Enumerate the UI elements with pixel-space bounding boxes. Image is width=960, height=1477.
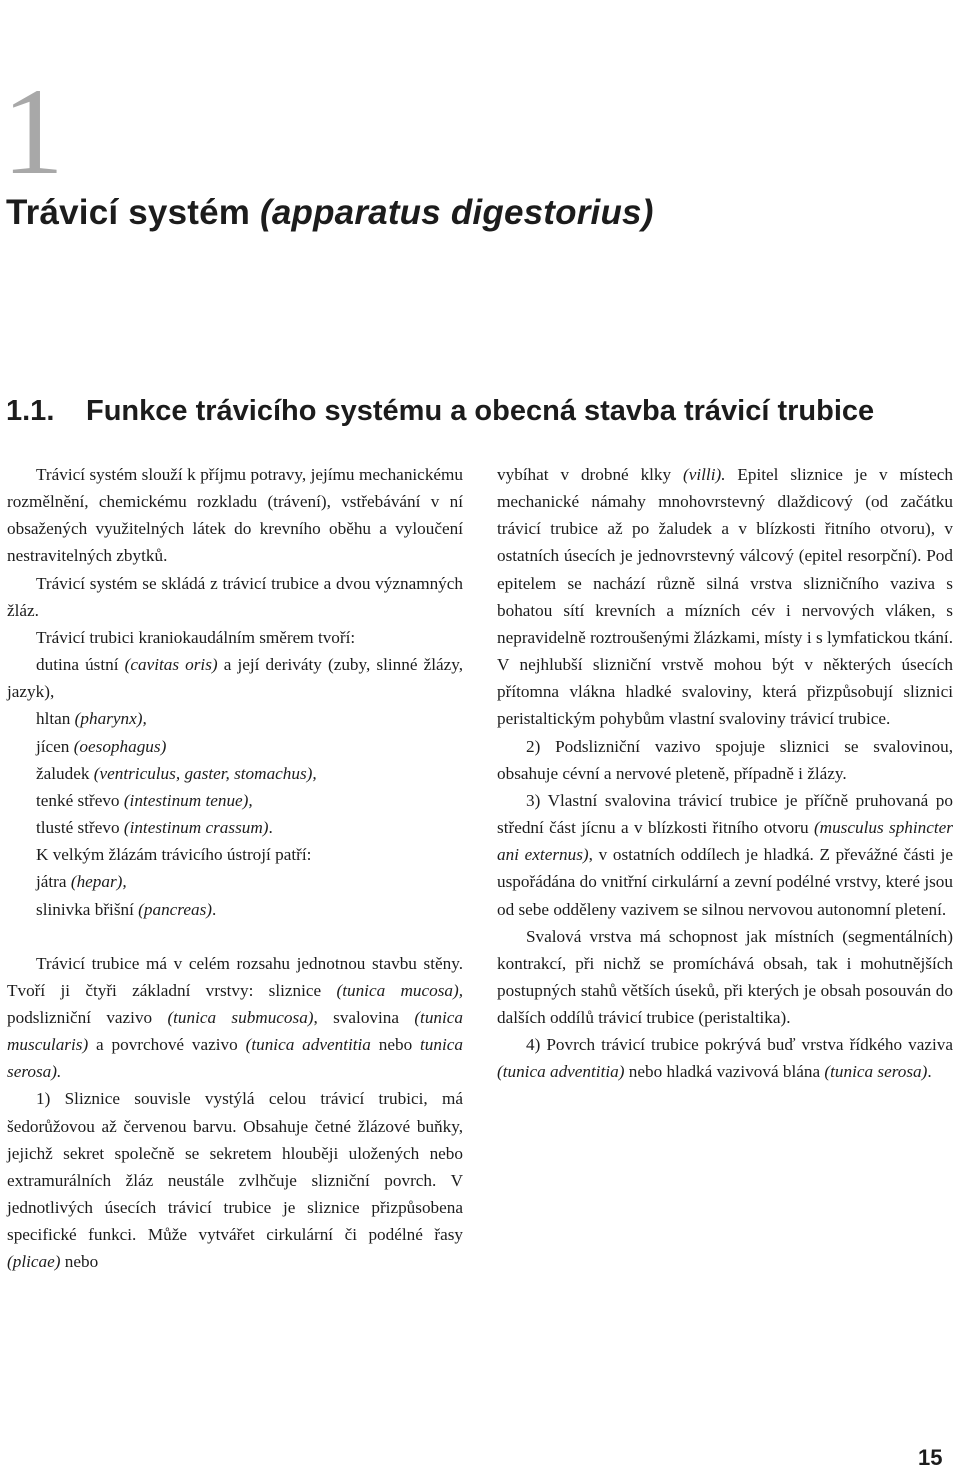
list-item: jícen (oesophagus) [36, 736, 167, 756]
paragraph-mucosa-continued: vybíhat v drobné klky (villi). Epitel sliznice je v místech mechanické námahy mnohovrstevný dlaždicový (od začátku trávicí trubice až po žaludek a v blízkosti řitního otvoru), v ostatních úsecích je jednovrstevný válcový (epitel resorpční). Pod epitelem se nachází různě silná vrstva slizničního vaziva s bohatou sítí krevních a mízních cév i nervových vláken, s nepravidelně roztroušenými žlázkami, místy i s lymfatickou tkání. V nejhlubší slizniční vrstvě mohou být v některých úsecích přítomna vlákna hladké svaloviny, která přizpůsobují sliznici peristaltickým pohybům vlastní svaloviny trávicí trubice. [497, 465, 954, 729]
paragraph-composition: Trávicí systém se skládá z trávicí trubice a dvou významných žláz. [7, 573, 463, 620]
chapter-title [6, 192, 654, 234]
paragraph-tube-intro: Trávicí trubici kraniokaudálním směrem tvoří: [36, 627, 356, 647]
page-number: 15 [918, 1445, 943, 1470]
left-column [7, 461, 463, 1276]
section-number: 1.1. [6, 395, 55, 427]
paragraph-surface: 4) Povrch trávicí trubice pokrývá buď vrstva řídkého vaziva (tunica adventitia) nebo hladká vazivová blána (tunica serosa). [497, 1035, 953, 1082]
chapter-title-latin: (apparatus digestorius) [260, 193, 654, 232]
section-title: Funkce trávicího systému a obecná stavba trávicí trubice [86, 395, 875, 427]
list-item: tenké střevo (intestinum tenue), [36, 790, 253, 810]
list-item: hltan (pharynx), [36, 709, 147, 729]
list-item: dutina ústní (cavitas oris) a její deriváty (zuby, slinné žlázy, jazyk), [7, 655, 464, 702]
paragraph-muscle-contractions: Svalová vrstva má schopnost jak místních (segmentálních) kontrakcí, při nichž se promíchává obsah, tak i mohutnějších postupných stahů větších úseků, při kterých je obsah posouván do dalších oddílů trávicí trubice (peristaltika). [497, 926, 953, 1028]
list-item: žaludek (ventriculus, gaster, stomachus), [36, 763, 317, 783]
chapter-number: 1 [2, 63, 64, 200]
paragraph-submucosa: 2) Podslizniční vazivo spojuje sliznici se svalovinou, obsahuje cévní a nervové pleteně, případně i žlázy. [497, 736, 953, 783]
paragraph-wall-layers: Trávicí trubice má v celém rozsahu jednotnou stavbu stěny. Tvoří ji čtyři základní vrstvy: sliznice (tunica mucosa), podslizniční vazivo (tunica submucosa), svalovina (tunica muscularis) a povrchové vazivo (tunica adventitia nebo tunica serosa). [7, 953, 464, 1082]
chapter-title-main: Trávicí systém [6, 193, 260, 232]
glands-list [7, 868, 463, 922]
tube-list [7, 651, 463, 841]
paragraph-muscularis: 3) Vlastní svalovina trávicí trubice je příčně pruhovaná po střední část jícnu a v blízkosti řitního otvoru (musculus sphincter ani externus), v ostatních oddílech je hladká. Z převážné části je uspořádána do vnitřní cirkulární a zevní podélné vrstvy, které jsou od sebe odděleny vazivem se silnou nervovou autonomní pletení. [497, 790, 953, 919]
list-item: játra (hepar), [36, 872, 127, 892]
section-heading [6, 394, 874, 429]
paragraph-intro: Trávicí systém slouží k příjmu potravy, jejímu mechanickému rozmělnění, chemickému rozkladu (trávení), vstřebávání v ní obsažených využitelných látek do krevního oběhu a vyloučení nestravitelných zbytků. [7, 465, 463, 566]
paragraph-mucosa: 1) Sliznice souvisle vystýlá celou trávicí trubici, má šedorůžovou až červenou barvu. Obsahuje četné žlázové buňky, jejichž sekret společně se sekretem hlouběji uložených nebo extramurálních žláz neustále zvlhčuje slizniční povrch. V jednotlivých úsecích trávicí trubice je sliznice přizpůsobena specifické funkci. Může vytvářet cirkulární či podélné řasy (plicae) nebo [7, 1089, 463, 1272]
glands-intro: K velkým žlázám trávicího ústrojí patří: [36, 845, 312, 865]
right-column [497, 461, 953, 1086]
list-item: slinivka břišní (pancreas). [36, 899, 217, 919]
list-item: tlusté střevo (intestinum crassum). [36, 818, 273, 838]
